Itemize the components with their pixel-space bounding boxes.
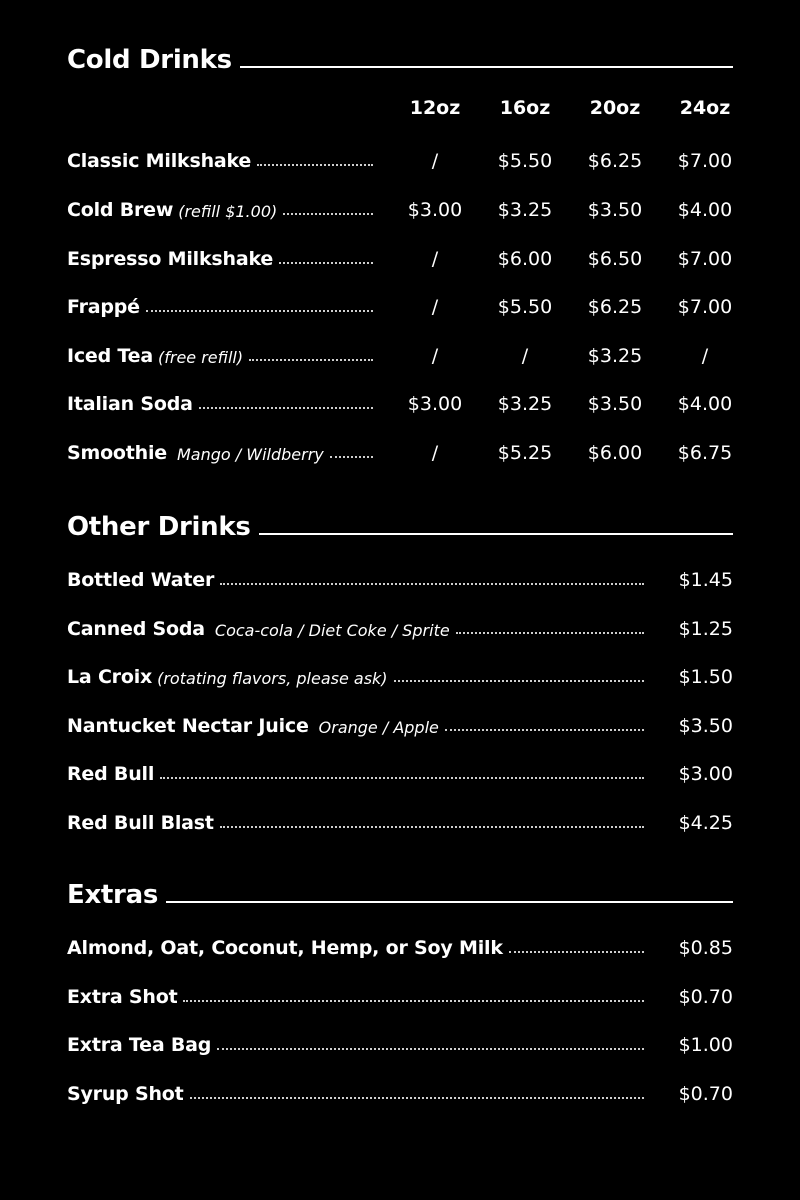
price-20oz: $3.50 xyxy=(587,199,643,221)
menu-row xyxy=(67,707,733,737)
section-rule xyxy=(166,901,733,903)
menu-row xyxy=(67,978,733,1008)
cold-drinks-section xyxy=(67,42,733,464)
menu-row xyxy=(67,434,733,464)
price-24oz: $4.00 xyxy=(677,199,733,221)
section-header xyxy=(67,877,733,913)
menu-row xyxy=(67,337,733,367)
menu-row xyxy=(67,561,733,591)
menu-row xyxy=(67,929,733,959)
menu-row xyxy=(67,610,733,640)
item-price: $0.70 xyxy=(678,986,733,1008)
size-header: 20oz xyxy=(589,97,641,119)
item-name: Cold Brew xyxy=(67,199,174,221)
dot-leader xyxy=(279,262,373,264)
dot-leader xyxy=(509,951,644,953)
dot-leader xyxy=(249,359,373,361)
dot-leader xyxy=(283,213,373,215)
dot-leader xyxy=(183,1000,644,1002)
menu-row xyxy=(67,804,733,834)
item-price: $0.85 xyxy=(678,937,733,959)
item-name: Red Bull xyxy=(67,763,155,785)
section-header xyxy=(67,509,733,545)
item-price: $1.50 xyxy=(678,666,733,688)
item-name: Syrup Shot xyxy=(67,1083,184,1105)
dot-leader xyxy=(220,826,644,828)
item-name: Classic Milkshake xyxy=(67,150,252,172)
price-20oz: $6.25 xyxy=(587,296,643,318)
menu-row xyxy=(67,658,733,688)
menu-row xyxy=(67,1075,733,1105)
price-24oz: / xyxy=(701,345,709,367)
dot-leader xyxy=(217,1048,644,1050)
section-title: Other Drinks xyxy=(67,512,251,542)
item-price: $0.70 xyxy=(678,1083,733,1105)
price-12oz: / xyxy=(431,345,439,367)
other-drinks-section xyxy=(67,509,733,834)
item-name: Italian Soda xyxy=(67,393,193,415)
price-12oz: / xyxy=(431,442,439,464)
item-name: Frappé xyxy=(67,296,140,318)
section-title: Extras xyxy=(67,880,159,910)
price-16oz: $3.25 xyxy=(497,199,553,221)
section-header xyxy=(67,42,733,78)
price-24oz: $6.75 xyxy=(677,442,733,464)
size-header: 16oz xyxy=(499,97,551,119)
extras-section xyxy=(67,877,733,1105)
price-24oz: $4.00 xyxy=(677,393,733,415)
item-note: (refill $1.00) xyxy=(178,202,278,221)
dot-leader xyxy=(199,407,373,409)
price-16oz: $5.50 xyxy=(497,150,553,172)
item-name: Nantucket Nectar Juice xyxy=(67,715,309,737)
price-12oz: $3.00 xyxy=(407,199,463,221)
item-name: Canned Soda xyxy=(67,618,205,640)
dot-leader xyxy=(257,164,373,166)
menu-row xyxy=(67,755,733,785)
price-16oz: $6.00 xyxy=(497,248,553,270)
menu-row xyxy=(67,385,733,415)
item-name: Red Bull Blast xyxy=(67,812,214,834)
price-24oz: $7.00 xyxy=(677,296,733,318)
price-12oz: / xyxy=(431,296,439,318)
price-16oz: $5.50 xyxy=(497,296,553,318)
size-header-row xyxy=(67,97,733,127)
item-name: La Croix xyxy=(67,666,153,688)
menu-row xyxy=(67,288,733,318)
price-12oz: $3.00 xyxy=(407,393,463,415)
item-price: $3.50 xyxy=(678,715,733,737)
dot-leader xyxy=(394,680,644,682)
price-12oz: / xyxy=(431,248,439,270)
dot-leader xyxy=(190,1097,644,1099)
dot-leader xyxy=(146,310,373,312)
price-20oz: $3.25 xyxy=(587,345,643,367)
section-rule xyxy=(259,533,733,535)
item-name: Extra Tea Bag xyxy=(67,1034,212,1056)
price-20oz: $6.00 xyxy=(587,442,643,464)
dot-leader xyxy=(445,729,644,731)
item-note: Orange / Apple xyxy=(318,718,439,737)
dot-leader xyxy=(330,456,373,458)
price-20oz: $6.25 xyxy=(587,150,643,172)
price-20oz: $6.50 xyxy=(587,248,643,270)
item-name: Espresso Milkshake xyxy=(67,248,274,270)
item-note: (rotating flavors, please ask) xyxy=(157,669,388,688)
item-price: $1.25 xyxy=(678,618,733,640)
size-header: 12oz xyxy=(409,97,461,119)
size-header: 24oz xyxy=(679,97,731,119)
price-24oz: $7.00 xyxy=(677,248,733,270)
dot-leader xyxy=(456,632,644,634)
item-price: $4.25 xyxy=(678,812,733,834)
price-24oz: $7.00 xyxy=(677,150,733,172)
item-name: Bottled Water xyxy=(67,569,215,591)
price-20oz: $3.50 xyxy=(587,393,643,415)
menu-row xyxy=(67,191,733,221)
price-12oz: / xyxy=(431,150,439,172)
section-rule xyxy=(240,66,733,68)
section-title: Cold Drinks xyxy=(67,45,232,75)
item-price: $3.00 xyxy=(678,763,733,785)
menu-row xyxy=(67,142,733,172)
item-price: $1.45 xyxy=(678,569,733,591)
price-16oz: $5.25 xyxy=(497,442,553,464)
dot-leader xyxy=(160,777,644,779)
menu-row xyxy=(67,240,733,270)
item-note: Mango / Wildberry xyxy=(177,445,324,464)
item-price: $1.00 xyxy=(678,1034,733,1056)
item-name: Smoothie xyxy=(67,442,167,464)
item-name: Almond, Oat, Coconut, Hemp, or Soy Milk xyxy=(67,937,503,959)
menu-row xyxy=(67,1026,733,1056)
price-16oz: $3.25 xyxy=(497,393,553,415)
item-name: Extra Shot xyxy=(67,986,178,1008)
item-name: Iced Tea xyxy=(67,345,153,367)
price-16oz: / xyxy=(521,345,529,367)
item-note: Coca-cola / Diet Coke / Sprite xyxy=(214,621,450,640)
dot-leader xyxy=(220,583,644,585)
item-note: (free refill) xyxy=(157,348,244,367)
